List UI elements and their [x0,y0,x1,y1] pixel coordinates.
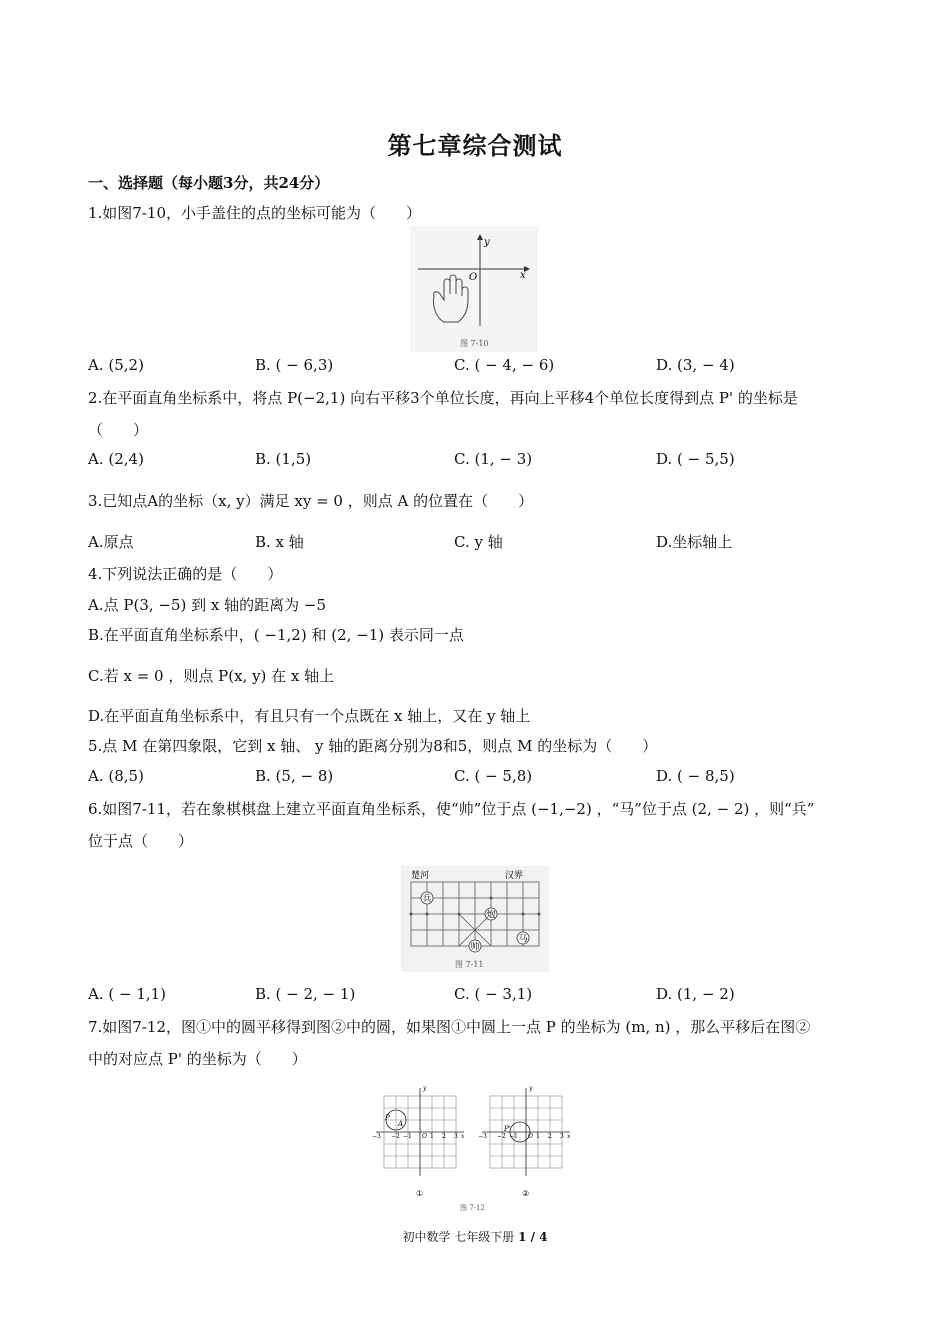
page-footer [0,1228,950,1245]
panel-1-point-a-label: A [398,1120,404,1128]
figure-caption: 图 7-12 [460,1204,485,1212]
figure-7-11 [401,866,549,972]
page-title: 第七章综合测试 [387,131,563,160]
question-7-stem: 7.如图7-12，图①中的圆平移得到图②中的圆，如果图①中圆上一点 P 的坐标为 (m, n) ，那么平移后在图② [88,1018,811,1036]
option-a: A. (8,5) [88,767,144,785]
panel-1-tick-3: 3 [454,1133,458,1140]
panel-2-tick-2: 2 [548,1133,552,1140]
panel-2-origin-label: O [528,1133,533,1140]
panel-1-tick-neg1: −1 [403,1133,412,1140]
panel-1-y-label: y [423,1085,427,1092]
option-b: B. x 轴 [255,533,304,551]
piece-shuai [469,940,481,953]
section-heading: 一、选择题（每小题3分，共24分） [88,174,330,192]
panel-1-tick-neg2: −2 [391,1133,400,1140]
grid-panel-2 [478,1085,571,1198]
option-a: A. (2,4) [88,450,144,468]
option-b: B. ( − 2, − 1) [255,985,356,1003]
figure-caption: 图 7-10 [460,339,489,348]
panel-1-tick-neg3: −3 [372,1133,381,1140]
question-4-option-b: B.在平面直角坐标系中，( −1,2) 和 (2, −1) 表示同一点 [88,626,464,644]
option-a: A.原点 [88,533,134,551]
y-axis-label: y [484,237,490,248]
option-c: C. y 轴 [454,533,503,551]
page-number: 1 / 4 [518,1230,548,1244]
figure-background [410,226,538,352]
option-b: B. (1,5) [255,450,312,468]
panel-1-tick-2: 2 [442,1133,446,1140]
footer-text: 初中数学 七年级下册 [402,1230,519,1244]
x-axis-label: x [520,270,526,281]
piece-ma [517,932,529,945]
panel-2-y-label: y [529,1085,533,1092]
option-d: D. ( − 8,5) [656,767,735,785]
panel-2-tick-neg1: −1 [509,1133,518,1140]
panel-2-tick-neg2: −2 [497,1133,506,1140]
grid-panel-1 [372,1085,465,1198]
panel-2-label: ② [522,1189,530,1198]
panel-2-x-label: x [567,1133,571,1140]
question-3-stem: 3.已知点A的坐标（x, y）满足 xy = 0 ，则点 A 的位置在（ ） [88,492,534,510]
panel-2-tick-neg3: −3 [478,1133,487,1140]
figure-7-10 [410,226,538,352]
panel-1-origin-label: O [422,1133,427,1140]
question-5-stem: 5.点 M 在第四象限，它到 x 轴、 y 轴的距离分别为8和5，则点 M 的坐标为（ ） [88,737,658,755]
option-d: D. ( − 5,5) [656,450,735,468]
question-4-stem: 4.下列说法正确的是（ ） [88,565,283,583]
option-b: B. (5, − 8) [255,767,334,785]
question-2-stem: 2.在平面直角坐标系中，将点 P(−2,1) 向右平移3个单位长度，再向上平移4个单位长度得到点 P' 的坐标是 [88,389,798,407]
panel-2-point-p-prime-label: P' [504,1125,511,1133]
question-4-option-d: D.在平面直角坐标系中，有且只有一个点既在 x 轴上，又在 y 轴上 [88,707,531,725]
figure-caption: 图 7-11 [455,960,484,969]
question-2-stem-continued: （ ） [88,421,149,439]
figure-7-12 [372,1082,584,1212]
question-7-stem-continued: 中的对应点 P' 的坐标为（ ） [88,1050,307,1068]
piece-pao [485,908,497,921]
board-right-label: 汉界 [505,871,524,881]
question-4-option-c: C.若 x = 0 ，则点 P(x, y) 在 x 轴上 [88,667,335,685]
question-4-option-a: A.点 P(3, −5) 到 x 轴的距离为 −5 [88,596,327,614]
piece-shuai-label: 帅 [470,942,480,953]
panel-1-label: ① [416,1189,424,1198]
panel-2-tick-3: 3 [560,1133,564,1140]
option-b: B. ( − 6,3) [255,356,334,374]
question-6-stem: 6.如图7-11，若在象棋棋盘上建立平面直角坐标系，使“帅”位于点 (−1,−2) ，“马”位于点 (2, − 2) ，则“兵” [88,800,815,818]
panel-1-x-label: x [461,1133,465,1140]
option-c: C. ( − 4, − 6) [454,356,555,374]
panel-2-tick-1: 1 [536,1133,540,1140]
question-6-stem-continued: 位于点（ ） [88,832,194,850]
option-c: C. (1, − 3) [454,450,533,468]
question-1-stem: 1.如图7-10，小手盖住的点的坐标可能为（ ） [88,204,422,222]
panel-1-tick-1: 1 [430,1133,434,1140]
option-d: D. (1, − 2) [656,985,735,1003]
piece-bing-label: 兵 [422,894,432,905]
option-d: D.坐标轴上 [656,533,733,551]
option-d: D. (3, − 4) [656,356,735,374]
panel-1-point-p-label: P [385,1114,390,1122]
board-left-label: 楚河 [411,871,430,881]
piece-bing [421,892,433,905]
option-c: C. ( − 5,8) [454,767,533,785]
piece-ma-label: 马 [518,934,528,945]
origin-label: O [469,272,478,283]
option-a: A. ( − 1,1) [88,985,167,1003]
piece-pao-label: 炮 [486,910,496,921]
option-a: A. (5,2) [88,356,144,374]
option-c: C. ( − 3,1) [454,985,533,1003]
